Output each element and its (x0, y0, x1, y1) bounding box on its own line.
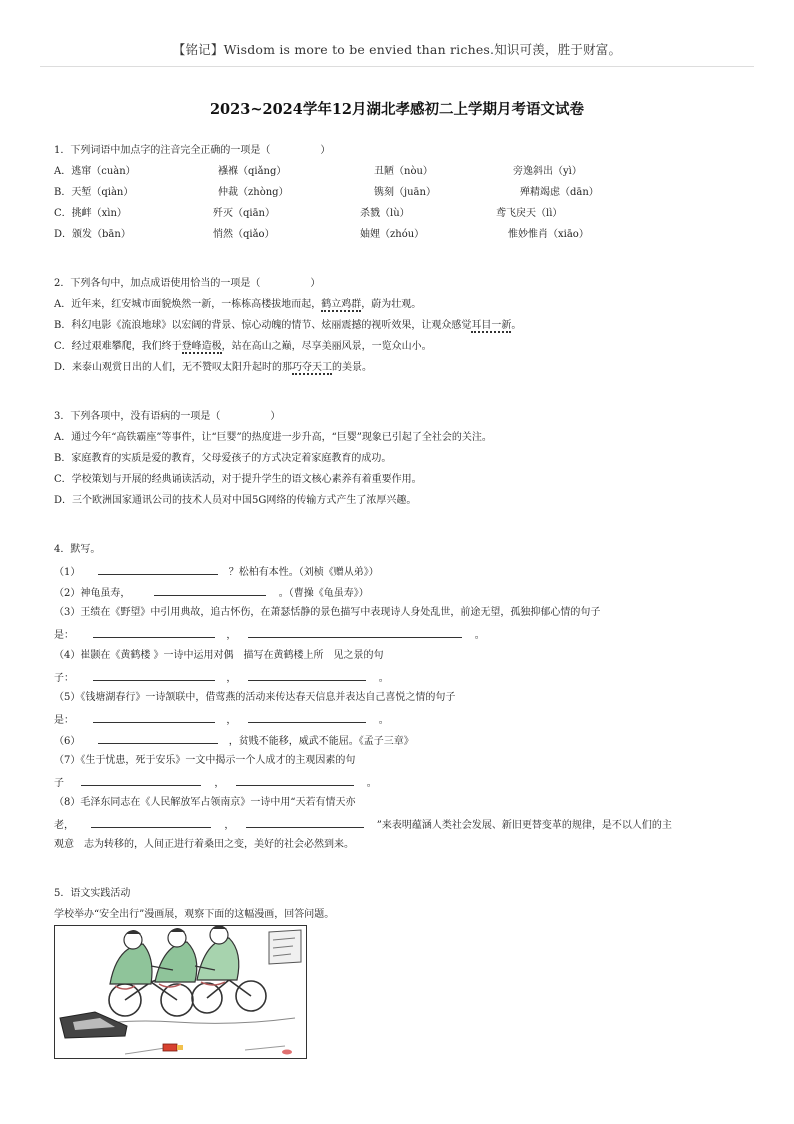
q2-option-d-text: D．来泰山观赏日出的人们，无不赞叹太阳升起时的那 (54, 362, 293, 373)
q4-item-4: （4）崔颢在《黄鹤楼 》一诗中运用对偶 描写在黄鹤楼上所 见之景的句 (54, 650, 384, 661)
header-divider (40, 66, 754, 67)
q1-option-a-4: 旁逸斜出（yì） (513, 166, 582, 177)
q3-option-a: A．通过今年“高铁霸座”等事件，让“巨婴”的热度进一步升高，“巨婴”现象已引起了全社会的关注。 (54, 432, 492, 443)
q4-item-7-blank-1[interactable] (81, 775, 201, 786)
q4-item-5-blank-1[interactable] (93, 712, 215, 723)
q2-option-a (54, 298, 421, 312)
q1-option-c-3: 杀戮（lù） (360, 208, 410, 219)
q4-item-8-comma: ， (224, 820, 235, 831)
q4-item-8-answer (54, 817, 672, 833)
q4-item-6 (54, 733, 414, 749)
q1-option-d-3: 妯娌（zhóu） (360, 229, 425, 240)
q4-item-8-blank-1[interactable] (91, 817, 211, 828)
q4-item-6-number: （6） (54, 736, 81, 747)
q4-item-7-label: 子 (54, 778, 64, 789)
q1-option-c-2: 歼灭（qiān） (213, 208, 276, 219)
q4-item-2-text: （2）神龟虽寿， (54, 588, 131, 599)
q1-option-d-1: D．颁发（bān） (54, 229, 131, 240)
q4-item-8: （8）毛泽东同志在《人民解放军占领南京》一诗中用“天若有情天亦 (54, 797, 356, 808)
q4-item-1-text: ？松柏有本性。（刘桢《赠从弟》） (228, 567, 379, 578)
q2-option-a-text: A．近年来，红安城市面貌焕然一新，一栋栋高楼拔地而起， (54, 299, 322, 310)
q3-option-c: C．学校策划与开展的经典诵读活动，对于提升学生的语文核心素养有着重要作用。 (54, 474, 422, 485)
q4-item-3-period: 。 (474, 630, 485, 641)
q4-item-8-text: ”来表明蕴涵人类社会发展、新旧更替变革的规律，是不以人们的主 (376, 820, 672, 831)
q4-item-3: （3）王绩在《野望》中引用典故，追古怀伤，在萧瑟恬静的景色描写中表现诗人身处乱世，前途无望，孤独抑郁心情的句子 (54, 607, 601, 618)
q1-option-c-1: C．挑衅（xìn） (54, 208, 127, 219)
q4-item-2 (54, 585, 369, 601)
q1-option-a-1: A．逃窜（cuàn） (54, 166, 136, 177)
q4-item-8-tail: 观意 志为转移的，人间正进行着桑田之变，美好的社会必然到来。 (54, 839, 354, 850)
q4-item-7-comma: ， (214, 778, 225, 789)
q1-option-d-4: 惟妙惟肖（xiāo） (508, 229, 589, 240)
q2-option-b (54, 319, 521, 333)
q5-intro: 学校举办“安全出行”漫画展，观察下面的这幅漫画，回答问题。 (54, 909, 335, 920)
q1-stem: 1．下列词语中加点字的注音完全正确的一项是（ ） (54, 145, 331, 156)
q4-item-4-comma: ， (226, 673, 237, 684)
safety-cartoon-image (54, 925, 307, 1059)
car-icon (60, 1012, 127, 1038)
q2-option-d-tail: 的美景。 (332, 362, 373, 373)
q4-item-5-comma: ， (226, 715, 237, 726)
exam-title: 2023~2024学年12月湖北孝感初二上学期月考语文试卷 (209, 101, 585, 118)
q4-item-3-comma: ， (226, 630, 237, 641)
q2-option-a-tail: ，蔚为壮观。 (361, 299, 422, 310)
q2-stem: 2．下列各句中，加点成语使用恰当的一项是（ ） (54, 278, 321, 289)
q4-item-1 (54, 564, 379, 580)
q4-item-2-blank[interactable] (154, 585, 266, 596)
q4-item-6-text: ，贫贱不能移，威武不能屈。《孟子三章》 (228, 736, 414, 747)
q4-item-7: （7）《生于忧患，死于安乐》一文中揭示一个人成才的主观因素的句 (54, 755, 356, 766)
header-motto: 【铭记】Wisdom is more to be envied than riches.知识可羡，胜于财富。 (172, 42, 622, 57)
q4-item-5-label: 是： (54, 715, 74, 726)
q4-item-7-blank-2[interactable] (236, 775, 354, 786)
q4-item-1-number: （1） (54, 567, 81, 578)
q3-option-d: D．三个欧洲国家通讯公司的技术人员对中国5G网络的传输方式产生了浓厚兴趣。 (54, 495, 417, 506)
q4-item-4-blank-1[interactable] (93, 670, 215, 681)
q4-item-7-period: 。 (366, 778, 377, 789)
q1-option-b-2: 仲裁（zhòng） (218, 187, 289, 198)
q4-item-8-label: 老， (54, 820, 74, 831)
q4-stem: 4．默写。 (54, 544, 101, 555)
q1-option-a-2: 襁褓（qiǎng） (218, 166, 287, 177)
q1-option-b-3: 镌刻（juān） (374, 187, 436, 198)
q2-option-b-text: B．科幻电影《流浪地球》以宏阔的背景、惊心动魄的情节、炫丽震撼的视听效果，让观众感觉 (54, 320, 472, 331)
q3-stem: 3．下列各项中，没有语病的一项是（ ） (54, 411, 281, 422)
q4-item-5-blank-2[interactable] (248, 712, 366, 723)
q4-item-5: （5）《钱塘湖春行》一诗颔联中，借莺燕的活动来传达春天信息并表达自己喜悦之情的句子 (54, 692, 456, 703)
q2-option-c (54, 340, 432, 354)
q4-item-5-answer (54, 712, 389, 728)
q4-item-7-answer (54, 775, 377, 791)
q4-item-4-label: 子： (54, 673, 74, 684)
q3-option-b: B．家庭教育的实质是爱的教育，父母爱孩子的方式决定着家庭教育的成功。 (54, 453, 392, 464)
q2-option-b-tail: 。 (511, 320, 522, 331)
q1-option-d-2: 悄然（qiǎo） (213, 229, 275, 240)
red-object-icon (163, 1044, 292, 1055)
signboard-icon (269, 930, 301, 964)
q1-option-b-1: B．天堑（qiàn） (54, 187, 134, 198)
q2-option-b-idiom: 耳目一新 (471, 320, 512, 331)
q4-item-4-blank-2[interactable] (248, 670, 366, 681)
q1-option-c-4: 鸢飞戾天（lì） (496, 208, 563, 219)
q1-option-b-4: 殚精竭虑（dān） (520, 187, 599, 198)
q4-item-4-period: 。 (378, 673, 389, 684)
q4-item-3-answer (54, 627, 485, 643)
q4-item-6-blank[interactable] (98, 733, 218, 744)
q4-item-3-blank-1[interactable] (93, 627, 215, 638)
q4-item-2-tail: 。（曹操《龟虽寿》） (278, 588, 369, 599)
q1-option-a-3: 丑陋（nòu） (374, 166, 433, 177)
riders-illustration (110, 926, 239, 989)
q4-item-1-blank[interactable] (98, 564, 218, 575)
q5-stem: 5．语文实践活动 (54, 888, 131, 899)
q2-option-c-tail: ，站在高山之巅，尽享美丽风景，一览众山小。 (221, 341, 432, 352)
q2-option-d-idiom: 巧夺天工 (292, 362, 333, 373)
q2-option-a-idiom: 鹤立鸡群 (321, 299, 362, 310)
q2-option-c-text: C．经过艰难攀爬，我们终于 (54, 341, 182, 352)
q2-option-d (54, 361, 372, 375)
q4-item-4-answer (54, 670, 389, 686)
q2-option-c-idiom: 登峰造极 (181, 341, 222, 352)
q4-item-3-label: 是： (54, 630, 74, 641)
cartoon-illustration (55, 926, 305, 1057)
q4-item-3-blank-2[interactable] (248, 627, 462, 638)
q4-item-5-period: 。 (378, 715, 389, 726)
q4-item-8-blank-2[interactable] (246, 817, 364, 828)
